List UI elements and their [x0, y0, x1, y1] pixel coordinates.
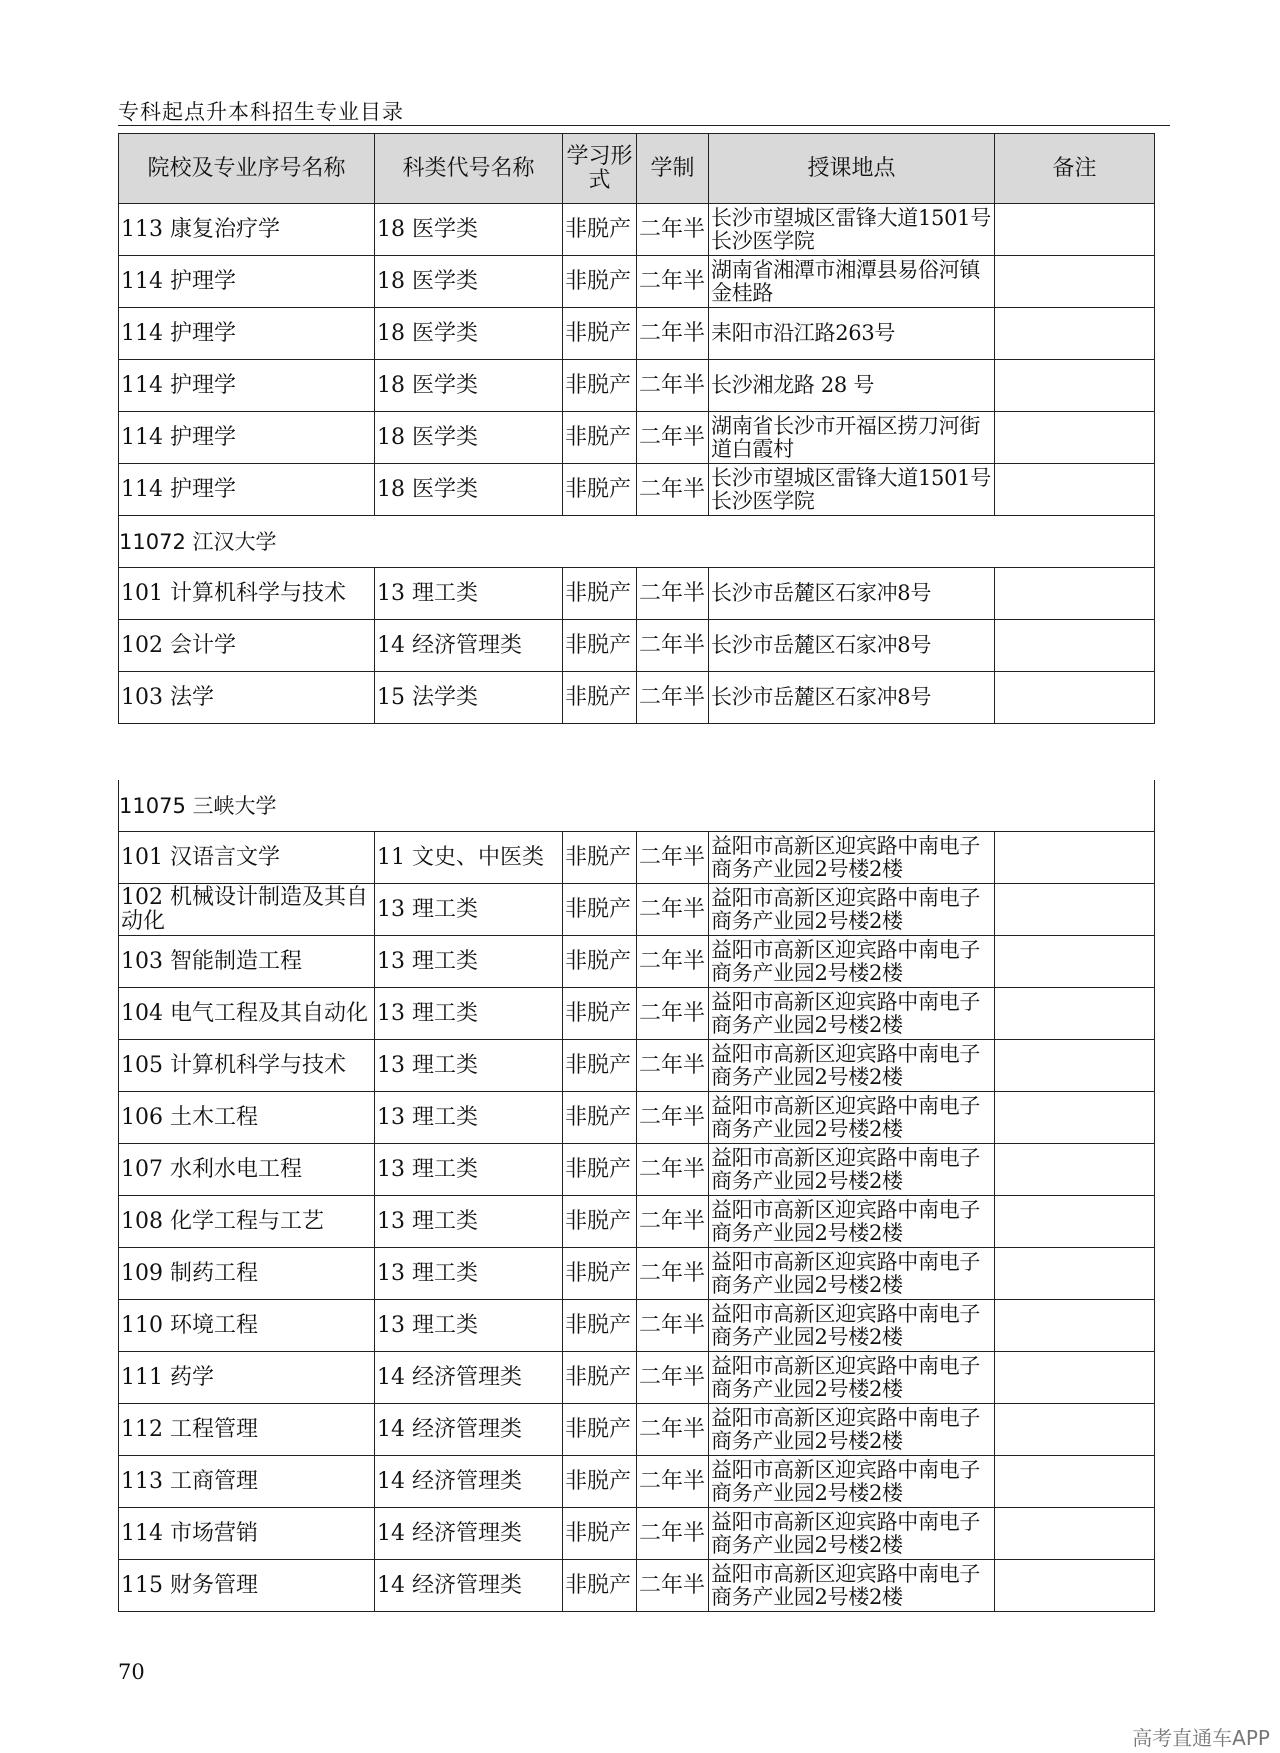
notes-cell — [995, 884, 1155, 936]
major-cell: 102 机械设计制造及其自动化 — [119, 884, 375, 936]
study-mode-cell: 非脱产 — [563, 464, 637, 516]
program-table-bottom — [118, 780, 1155, 1612]
duration-cell: 二年半 — [637, 1040, 709, 1092]
study-mode-cell: 非脱产 — [563, 256, 637, 308]
study-mode-cell: 非脱产 — [563, 1352, 637, 1404]
notes-cell — [995, 1404, 1155, 1456]
table-row — [119, 1560, 1155, 1612]
table-row — [119, 1248, 1155, 1300]
location-cell: 长沙市岳麓区石家冲8号 — [709, 568, 995, 620]
table-row — [119, 620, 1155, 672]
major-cell: 113 康复治疗学 — [119, 204, 375, 256]
location-cell: 益阳市高新区迎宾路中南电子商务产业园2号楼2楼 — [709, 1404, 995, 1456]
notes-cell — [995, 1508, 1155, 1560]
notes-cell — [995, 988, 1155, 1040]
duration-cell: 二年半 — [637, 1092, 709, 1144]
category-cell: 13 理工类 — [375, 568, 563, 620]
major-cell: 114 市场营销 — [119, 1508, 375, 1560]
notes-cell — [995, 412, 1155, 464]
study-mode-cell: 非脱产 — [563, 308, 637, 360]
column-header-major: 院校及专业序号名称 — [119, 134, 375, 204]
table-row — [119, 204, 1155, 256]
category-cell: 18 医学类 — [375, 256, 563, 308]
study-mode-cell: 非脱产 — [563, 936, 637, 988]
category-cell: 18 医学类 — [375, 308, 563, 360]
location-cell: 湖南省湘潭市湘潭县易俗河镇金桂路 — [709, 256, 995, 308]
location-cell: 长沙湘龙路 28 号 — [709, 360, 995, 412]
location-cell: 长沙市岳麓区石家冲8号 — [709, 672, 995, 724]
major-cell: 115 财务管理 — [119, 1560, 375, 1612]
major-cell: 101 计算机科学与技术 — [119, 568, 375, 620]
notes-cell — [995, 672, 1155, 724]
duration-cell: 二年半 — [637, 1300, 709, 1352]
study-mode-cell: 非脱产 — [563, 884, 637, 936]
column-header-category: 科类代号名称 — [375, 134, 563, 204]
category-cell: 14 经济管理类 — [375, 1560, 563, 1612]
location-cell: 长沙市望城区雷锋大道1501号长沙医学院 — [709, 464, 995, 516]
watermark: 高考直通车APP — [1132, 1726, 1270, 1750]
study-mode-cell: 非脱产 — [563, 568, 637, 620]
study-mode-cell: 非脱产 — [563, 1456, 637, 1508]
category-cell: 14 经济管理类 — [375, 1352, 563, 1404]
duration-cell: 二年半 — [637, 832, 709, 884]
bottom-table-body — [119, 780, 1155, 1612]
category-cell: 13 理工类 — [375, 1196, 563, 1248]
location-cell: 益阳市高新区迎宾路中南电子商务产业园2号楼2楼 — [709, 1508, 995, 1560]
table-row — [119, 360, 1155, 412]
study-mode-cell: 非脱产 — [563, 1040, 637, 1092]
duration-cell: 二年半 — [637, 464, 709, 516]
table-row — [119, 412, 1155, 464]
table-row — [119, 884, 1155, 936]
major-cell: 105 计算机科学与技术 — [119, 1040, 375, 1092]
page-header: 专科起点升本科招生专业目录 — [118, 100, 404, 124]
column-header-study-mode: 学习形式 — [563, 134, 637, 204]
category-cell: 18 医学类 — [375, 204, 563, 256]
table-row — [119, 308, 1155, 360]
major-cell: 108 化学工程与工艺 — [119, 1196, 375, 1248]
study-mode-cell: 非脱产 — [563, 1560, 637, 1612]
duration-cell: 二年半 — [637, 936, 709, 988]
study-mode-cell: 非脱产 — [563, 1300, 637, 1352]
major-cell: 113 工商管理 — [119, 1456, 375, 1508]
study-mode-cell: 非脱产 — [563, 620, 637, 672]
major-cell: 114 护理学 — [119, 308, 375, 360]
location-cell: 益阳市高新区迎宾路中南电子商务产业园2号楼2楼 — [709, 936, 995, 988]
study-mode-cell: 非脱产 — [563, 1508, 637, 1560]
category-cell: 13 理工类 — [375, 1040, 563, 1092]
study-mode-cell: 非脱产 — [563, 1196, 637, 1248]
major-cell: 114 护理学 — [119, 360, 375, 412]
notes-cell — [995, 1560, 1155, 1612]
major-cell: 104 电气工程及其自动化 — [119, 988, 375, 1040]
major-cell: 114 护理学 — [119, 256, 375, 308]
study-mode-cell: 非脱产 — [563, 1248, 637, 1300]
duration-cell: 二年半 — [637, 988, 709, 1040]
table-row — [119, 1196, 1155, 1248]
study-mode-cell: 非脱产 — [563, 988, 637, 1040]
category-cell: 18 医学类 — [375, 360, 563, 412]
duration-cell: 二年半 — [637, 1508, 709, 1560]
notes-cell — [995, 1196, 1155, 1248]
notes-cell — [995, 256, 1155, 308]
header-rule — [118, 125, 1170, 126]
institution-row — [119, 516, 1155, 568]
location-cell: 长沙市望城区雷锋大道1501号长沙医学院 — [709, 204, 995, 256]
table-row — [119, 1092, 1155, 1144]
notes-cell — [995, 308, 1155, 360]
duration-cell: 二年半 — [637, 1196, 709, 1248]
table-row — [119, 1352, 1155, 1404]
duration-cell: 二年半 — [637, 884, 709, 936]
table-row — [119, 464, 1155, 516]
category-cell: 14 经济管理类 — [375, 620, 563, 672]
duration-cell: 二年半 — [637, 1560, 709, 1612]
major-cell: 102 会计学 — [119, 620, 375, 672]
table-row — [119, 1144, 1155, 1196]
category-cell: 13 理工类 — [375, 936, 563, 988]
notes-cell — [995, 1352, 1155, 1404]
duration-cell: 二年半 — [637, 412, 709, 464]
location-cell: 益阳市高新区迎宾路中南电子商务产业园2号楼2楼 — [709, 1560, 995, 1612]
location-cell: 益阳市高新区迎宾路中南电子商务产业园2号楼2楼 — [709, 988, 995, 1040]
duration-cell: 二年半 — [637, 1352, 709, 1404]
table-row — [119, 1300, 1155, 1352]
location-cell: 益阳市高新区迎宾路中南电子商务产业园2号楼2楼 — [709, 1040, 995, 1092]
major-cell: 112 工程管理 — [119, 1404, 375, 1456]
major-cell: 114 护理学 — [119, 412, 375, 464]
notes-cell — [995, 204, 1155, 256]
notes-cell — [995, 464, 1155, 516]
table-row — [119, 1404, 1155, 1456]
major-cell: 110 环境工程 — [119, 1300, 375, 1352]
table-row — [119, 832, 1155, 884]
study-mode-cell: 非脱产 — [563, 1144, 637, 1196]
institution-name: 11075 三峡大学 — [119, 780, 1155, 832]
major-cell: 103 法学 — [119, 672, 375, 724]
study-mode-cell: 非脱产 — [563, 360, 637, 412]
table-row — [119, 568, 1155, 620]
location-cell: 益阳市高新区迎宾路中南电子商务产业园2号楼2楼 — [709, 1144, 995, 1196]
category-cell: 13 理工类 — [375, 1092, 563, 1144]
category-cell: 14 经济管理类 — [375, 1404, 563, 1456]
duration-cell: 二年半 — [637, 620, 709, 672]
location-cell: 益阳市高新区迎宾路中南电子商务产业园2号楼2楼 — [709, 1092, 995, 1144]
study-mode-cell: 非脱产 — [563, 672, 637, 724]
table-row — [119, 988, 1155, 1040]
table-row — [119, 1456, 1155, 1508]
study-mode-cell: 非脱产 — [563, 1092, 637, 1144]
duration-cell: 二年半 — [637, 1404, 709, 1456]
table-row — [119, 256, 1155, 308]
notes-cell — [995, 568, 1155, 620]
location-cell: 益阳市高新区迎宾路中南电子商务产业园2号楼2楼 — [709, 1456, 995, 1508]
category-cell: 13 理工类 — [375, 988, 563, 1040]
category-cell: 18 医学类 — [375, 412, 563, 464]
notes-cell — [995, 1040, 1155, 1092]
notes-cell — [995, 1456, 1155, 1508]
category-cell: 13 理工类 — [375, 1248, 563, 1300]
table-header-row — [119, 134, 1155, 204]
category-cell: 14 经济管理类 — [375, 1456, 563, 1508]
notes-cell — [995, 936, 1155, 988]
table-row — [119, 1508, 1155, 1560]
category-cell: 13 理工类 — [375, 884, 563, 936]
location-cell: 益阳市高新区迎宾路中南电子商务产业园2号楼2楼 — [709, 1300, 995, 1352]
column-header-duration: 学制 — [637, 134, 709, 204]
category-cell: 18 医学类 — [375, 464, 563, 516]
table-row — [119, 1040, 1155, 1092]
duration-cell: 二年半 — [637, 256, 709, 308]
program-table-top — [118, 133, 1155, 724]
location-cell: 益阳市高新区迎宾路中南电子商务产业园2号楼2楼 — [709, 1248, 995, 1300]
table-row — [119, 936, 1155, 988]
location-cell: 湖南省长沙市开福区捞刀河街道白霞村 — [709, 412, 995, 464]
column-header-notes: 备注 — [995, 134, 1155, 204]
major-cell: 103 智能制造工程 — [119, 936, 375, 988]
duration-cell: 二年半 — [637, 1144, 709, 1196]
category-cell: 11 文史、中医类 — [375, 832, 563, 884]
table-row — [119, 672, 1155, 724]
location-cell: 长沙市岳麓区石家冲8号 — [709, 620, 995, 672]
location-cell: 益阳市高新区迎宾路中南电子商务产业园2号楼2楼 — [709, 1196, 995, 1248]
duration-cell: 二年半 — [637, 1456, 709, 1508]
duration-cell: 二年半 — [637, 672, 709, 724]
study-mode-cell: 非脱产 — [563, 832, 637, 884]
column-header-location: 授课地点 — [709, 134, 995, 204]
major-cell: 114 护理学 — [119, 464, 375, 516]
page-number: 70 — [118, 1660, 145, 1684]
notes-cell — [995, 832, 1155, 884]
location-cell: 益阳市高新区迎宾路中南电子商务产业园2号楼2楼 — [709, 832, 995, 884]
duration-cell: 二年半 — [637, 308, 709, 360]
duration-cell: 二年半 — [637, 204, 709, 256]
category-cell: 13 理工类 — [375, 1300, 563, 1352]
study-mode-cell: 非脱产 — [563, 412, 637, 464]
notes-cell — [995, 1092, 1155, 1144]
major-cell: 107 水利水电工程 — [119, 1144, 375, 1196]
notes-cell — [995, 360, 1155, 412]
category-cell: 15 法学类 — [375, 672, 563, 724]
duration-cell: 二年半 — [637, 1248, 709, 1300]
location-cell: 益阳市高新区迎宾路中南电子商务产业园2号楼2楼 — [709, 1352, 995, 1404]
notes-cell — [995, 1144, 1155, 1196]
location-cell: 耒阳市沿江路263号 — [709, 308, 995, 360]
study-mode-cell: 非脱产 — [563, 204, 637, 256]
notes-cell — [995, 1248, 1155, 1300]
institution-row — [119, 780, 1155, 832]
notes-cell — [995, 620, 1155, 672]
category-cell: 13 理工类 — [375, 1144, 563, 1196]
location-cell: 益阳市高新区迎宾路中南电子商务产业园2号楼2楼 — [709, 884, 995, 936]
study-mode-cell: 非脱产 — [563, 1404, 637, 1456]
duration-cell: 二年半 — [637, 568, 709, 620]
duration-cell: 二年半 — [637, 360, 709, 412]
major-cell: 101 汉语言文学 — [119, 832, 375, 884]
notes-cell — [995, 1300, 1155, 1352]
major-cell: 106 土木工程 — [119, 1092, 375, 1144]
top-table-body — [119, 204, 1155, 724]
major-cell: 111 药学 — [119, 1352, 375, 1404]
category-cell: 14 经济管理类 — [375, 1508, 563, 1560]
institution-name: 11072 江汉大学 — [119, 516, 1155, 568]
major-cell: 109 制药工程 — [119, 1248, 375, 1300]
